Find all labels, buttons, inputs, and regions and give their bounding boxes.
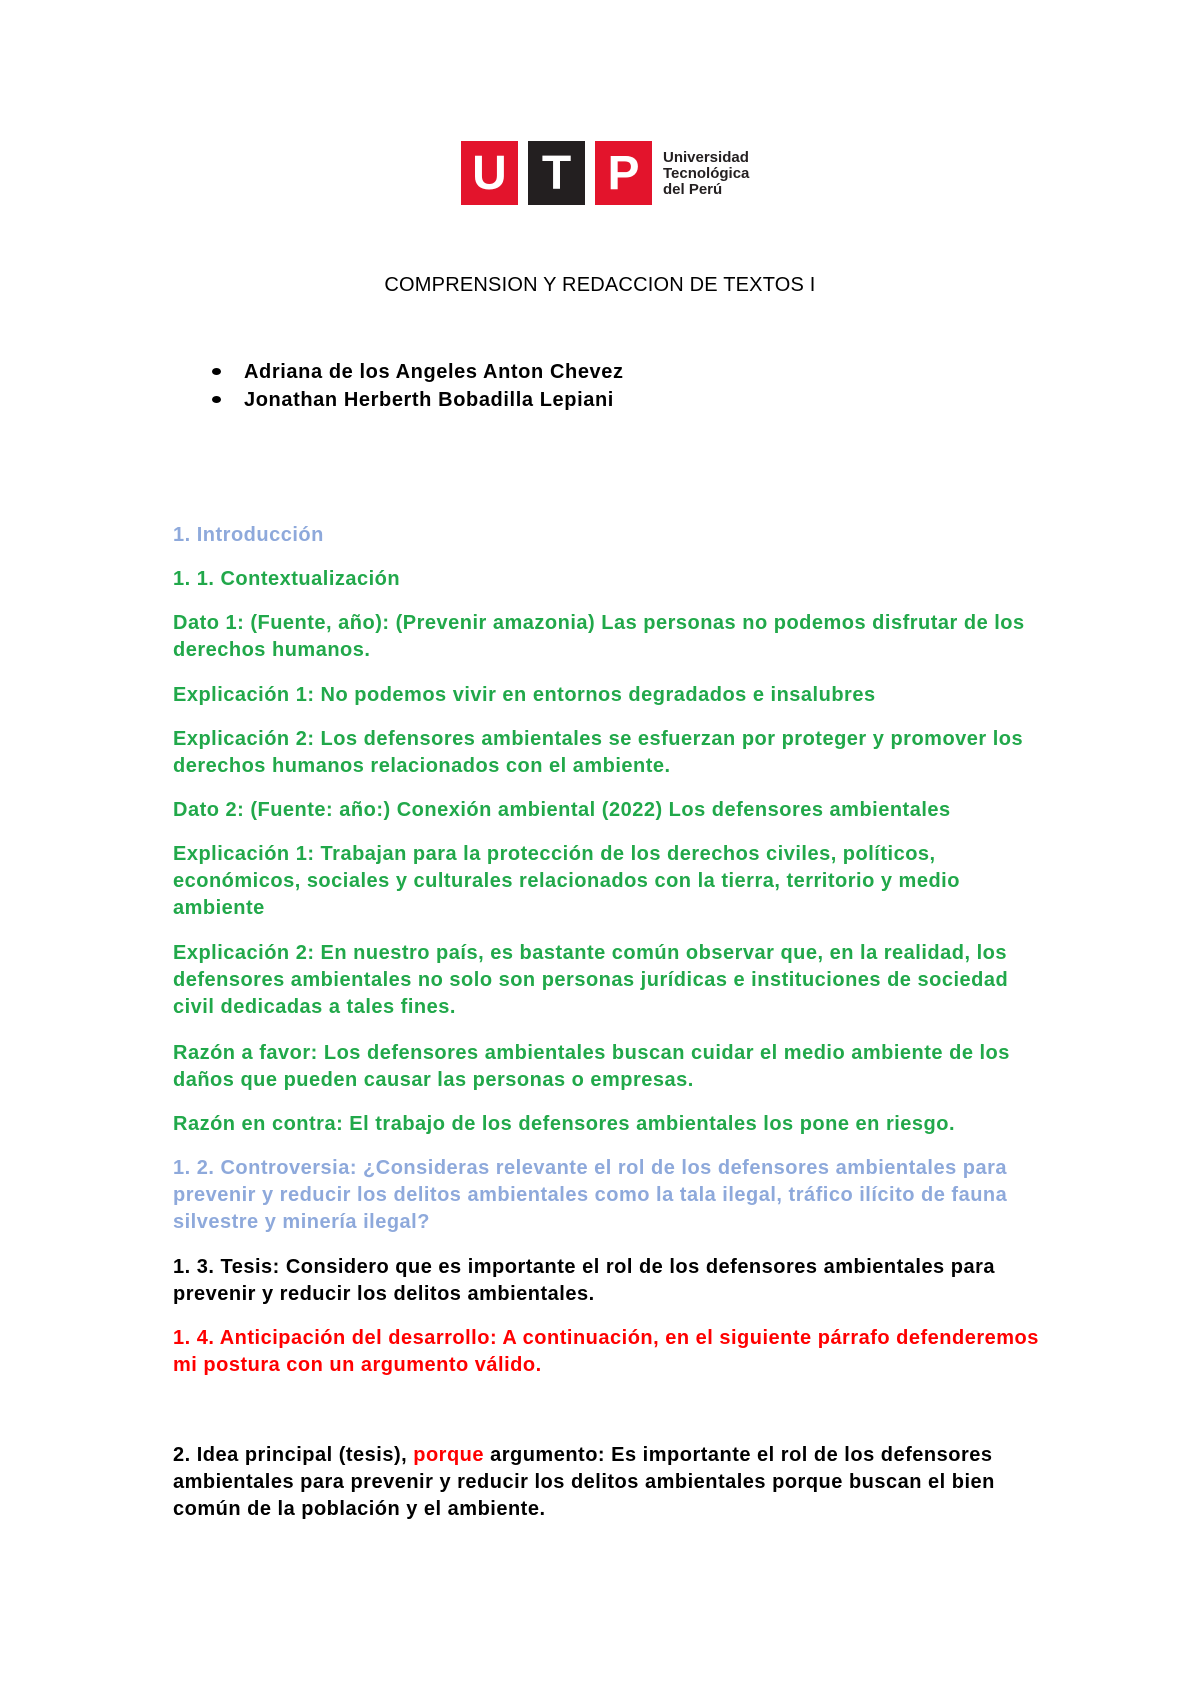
idea-principal — [173, 1442, 1043, 1523]
context-heading: 1. 1. Contextualización — [173, 568, 401, 590]
idea-principal-porque: porque — [413, 1444, 485, 1466]
bullet-icon — [212, 396, 221, 403]
razon-en-contra: Razón en contra: El trabajo de los defensores ambientales los pone en riesgo. — [173, 1113, 956, 1135]
dato-1: Dato 1: (Fuente, año): (Prevenir amazonia) Las personas no podemos disfrutar de los derechos humanos. — [173, 612, 1025, 661]
dato-2: Dato 2: (Fuente: año:) Conexión ambiental (2022) Los defensores ambientales — [173, 799, 951, 821]
author-item — [206, 358, 624, 386]
dato-2-explicacion-1: Explicación 1: Trabajan para la protección de los derechos civiles, políticos, económicos, sociales y culturales relacionados con la tierra, territorio y medio ambiente — [173, 843, 960, 919]
logo-text-line: del Perú — [663, 181, 723, 198]
dato-1-explicacion-2: Explicación 2: Los defensores ambientales se esfuerzan por proteger y promover los derechos humanos relacionados con el ambiente. — [173, 728, 1024, 777]
logo-letter-p: P — [595, 141, 652, 205]
author-name: Jonathan Herberth Bobadilla Lepiani — [244, 389, 614, 411]
logo-letter-t: T — [528, 141, 585, 205]
author-item — [206, 386, 624, 414]
idea-principal-lead: 2. Idea principal (tesis), — [173, 1444, 414, 1466]
controversia: 1. 2. Controversia: ¿Consideras relevante el rol de los defensores ambientales para prevenir y reducir los delitos ambientales como la tala ilegal, tráfico ilícito de fauna silvestre y minería ilegal? — [173, 1157, 1008, 1233]
logo-text-line: Universidad — [663, 149, 749, 166]
tesis: 1. 3. Tesis: Considero que es importante el rol de los defensores ambientales para prevenir y reducir los delitos ambientales. — [173, 1256, 995, 1305]
intro-heading: 1. Introducción — [173, 524, 324, 546]
anticipacion-desarrollo: 1. 4. Anticipación del desarrollo: A continuación, en el siguiente párrafo defenderemos mi postura con un argumento válido. — [173, 1327, 1039, 1376]
bullet-icon — [212, 368, 221, 375]
author-name: Adriana de los Angeles Anton Chevez — [244, 361, 624, 383]
utp-logo — [461, 141, 761, 205]
author-list — [206, 358, 624, 414]
idea-principal-argumento: argumento: Es importante el rol de los defensores ambientales para prevenir y reducir los delitos ambientales porque buscan el bien común de la población y el ambiente. — [173, 1444, 995, 1520]
logo-letter-u: U — [461, 141, 518, 205]
dato-1-explicacion-1: Explicación 1: No podemos vivir en entornos degradados e insalubres — [173, 684, 876, 706]
document-title: COMPRENSION Y REDACCION DE TEXTOS I — [384, 274, 816, 296]
dato-2-explicacion-2: Explicación 2: En nuestro país, es bastante común observar que, en la realidad, los defensores ambientales no solo son personas jurídicas e instituciones de sociedad civil dedicadas a tales fines. — [173, 942, 1009, 1018]
razon-a-favor: Razón a favor: Los defensores ambientales buscan cuidar el medio ambiente de los daños que pueden causar las personas o empresas. — [173, 1042, 1010, 1091]
logo-university-name — [663, 150, 749, 198]
logo-text-line: Tecnológica — [663, 165, 750, 182]
